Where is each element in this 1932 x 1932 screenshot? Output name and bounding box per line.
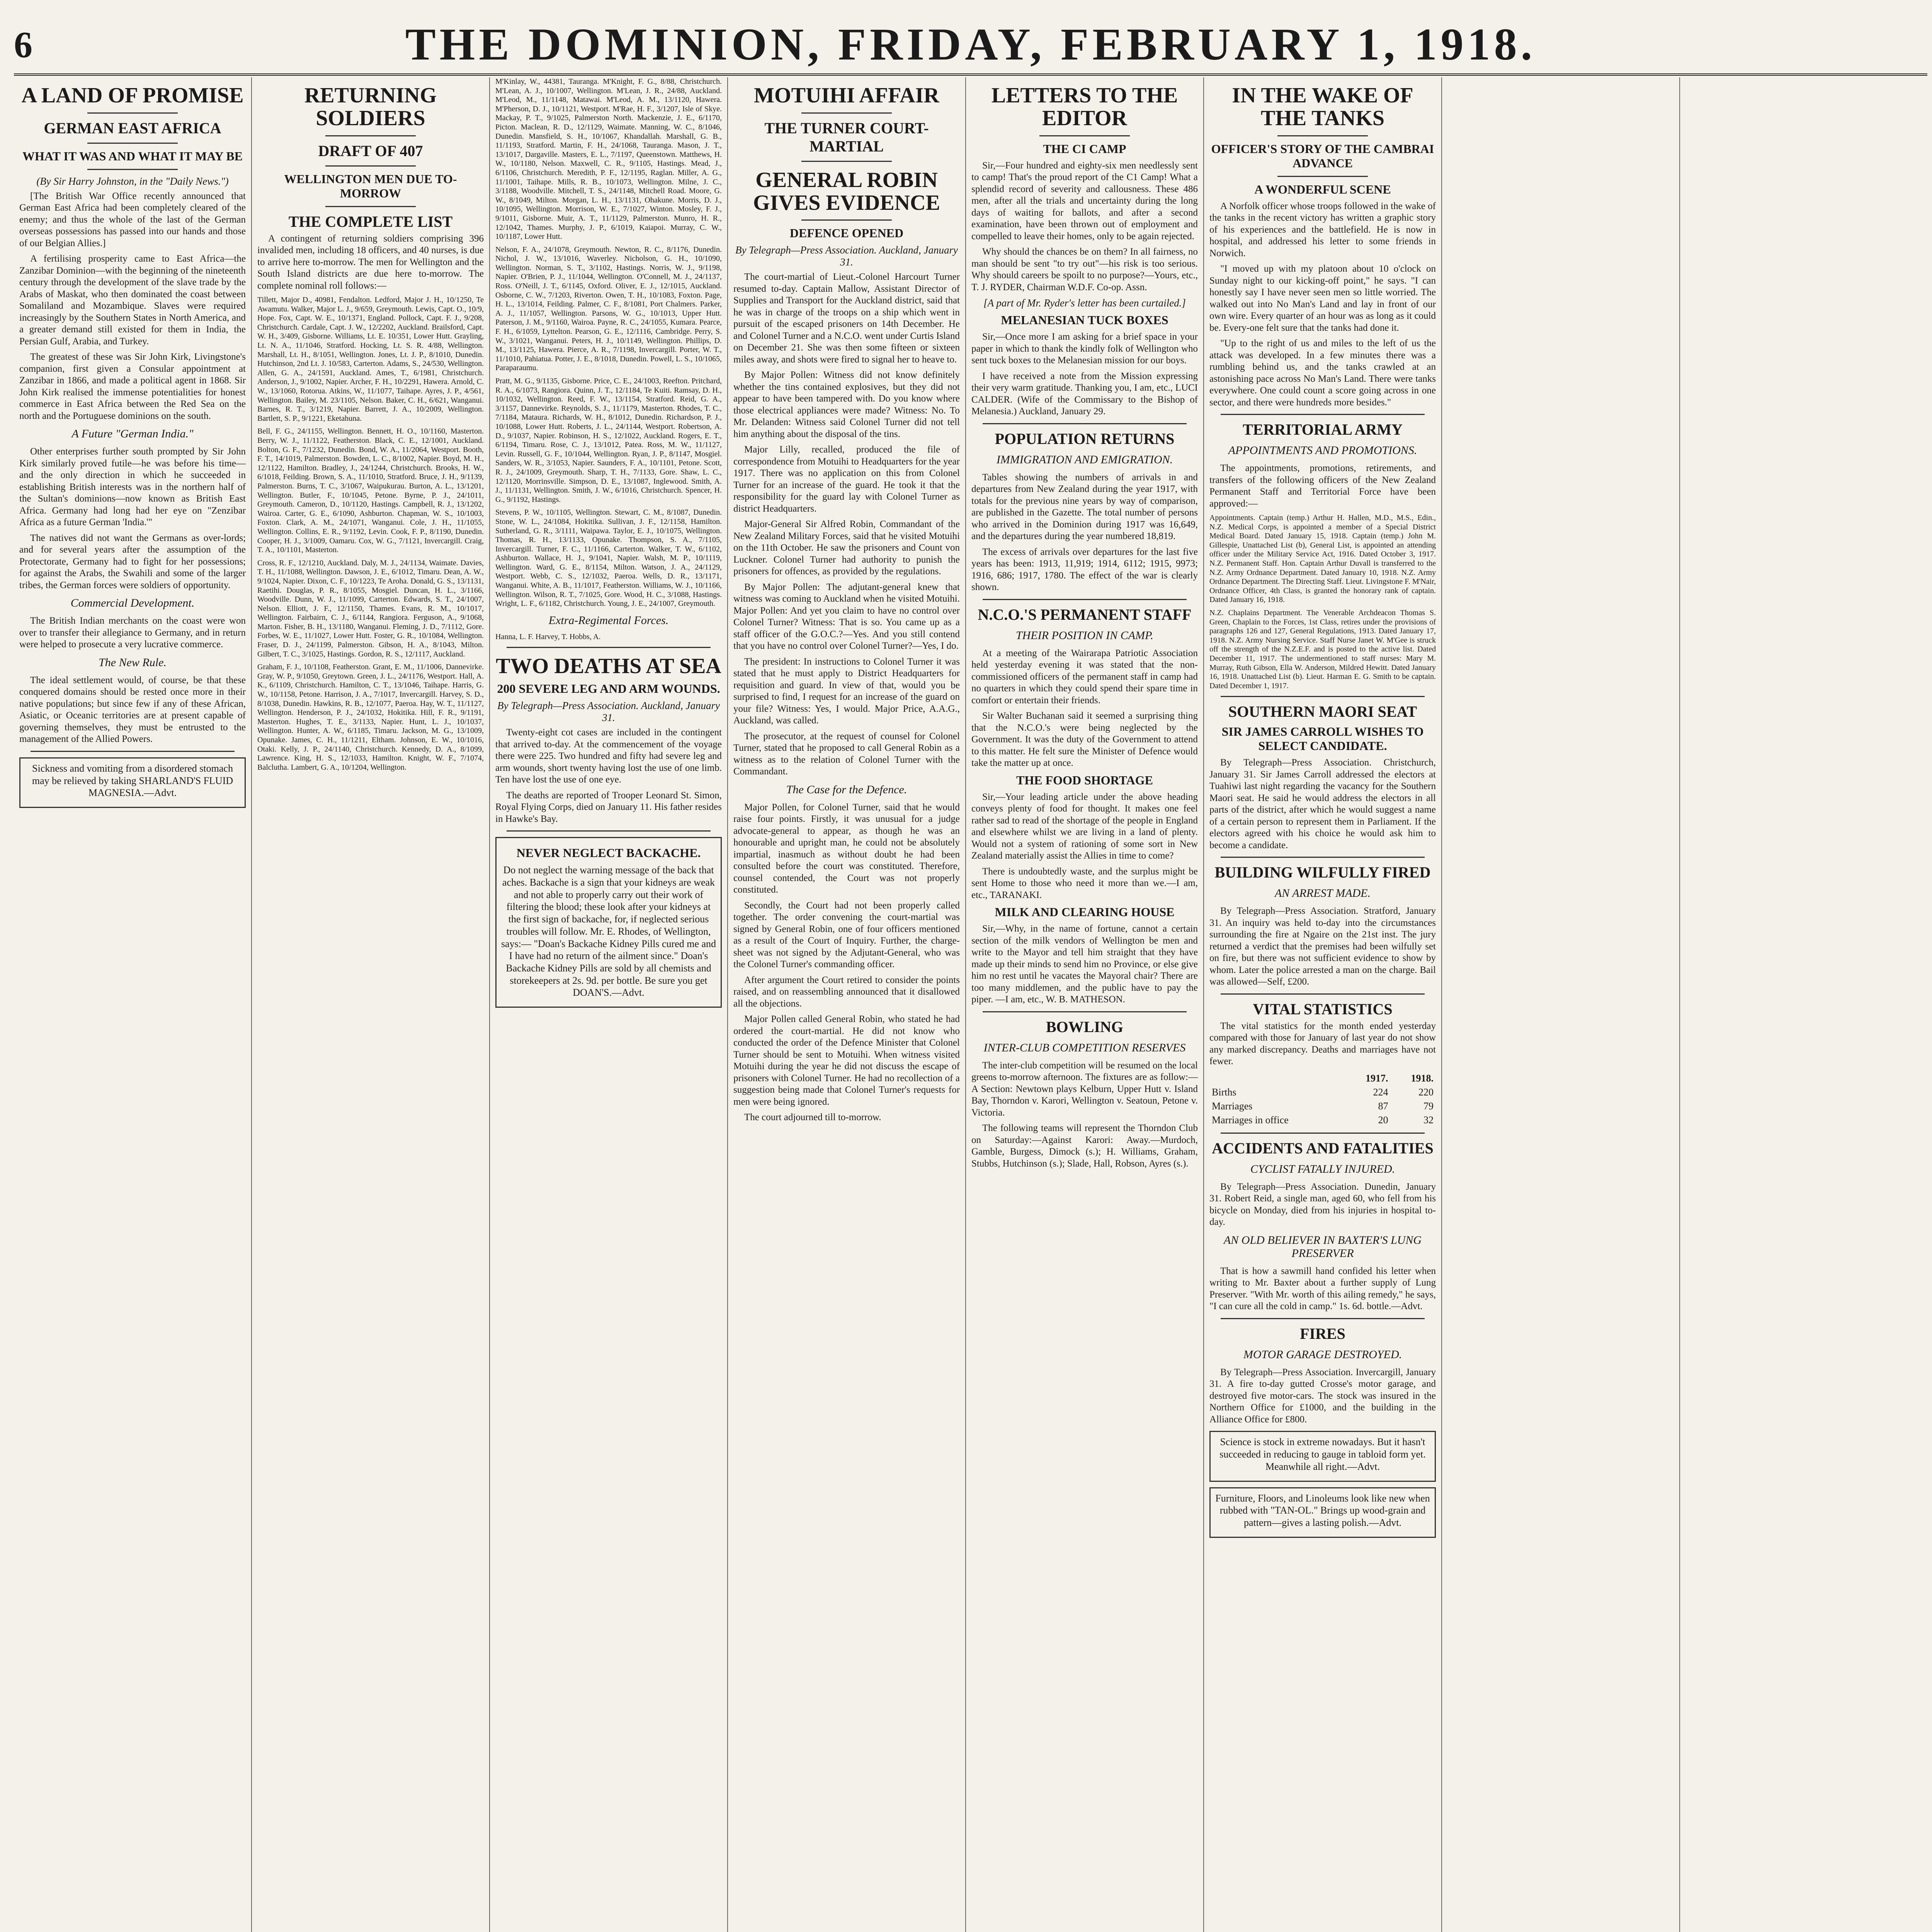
article-deck: OFFICER'S STORY OF THE CAMBRAI ADVANCE: [1211, 141, 1434, 170]
paragraph: The appointments, promotions, retirements, and transfers of the following officers of the New Zealand Permanent Staff and Territorial Force have been approved:—: [1209, 463, 1436, 509]
dateline: By Telegraph—Press Association. Auckland, January 31.: [735, 244, 958, 268]
advertisement: [19, 757, 246, 808]
subhead: The Case for the Defence.: [786, 783, 907, 796]
article-title: TERRITORIAL ARMY: [1243, 421, 1403, 439]
table-row: [1209, 1085, 1436, 1099]
letter-title: THE FOOD SHORTAGE: [1016, 773, 1153, 787]
article-title: TWO DEATHS AT SEA: [496, 654, 721, 679]
paragraph: Major Lilly, recalled, produced the file of correspondence from Motuihi to Headquarters for the year 1917. There was no application on this from Colonel Turner for an increase of the guard. He took it that the responsibility for the guard lay with Colonel Turner as district Headquarters.: [733, 444, 960, 514]
article-deck: 200 SEVERE LEG AND ARM WOUNDS.: [497, 682, 720, 696]
nominal-roll: Bell, F. G., 24/1155, Wellington. Bennett, H. O., 10/1160, Masterton. Berry, W. J., 11/1122, Featherston. Black, C. E., 12/1001, Auckland. Bolton, G. F., 7/1232, Dunedin. Bond, W. A., 11/2064, Westport. Booth, F. T., 14/1019, Palmerston. Bowden, L. C., 8/1002, Napier. Boyd, M. H., 12/1122, Hamilton. Bradley, J., 24/1244, Christchurch. Brooks, H. W., 6/1018, Feilding. Brown, S. A., 11/1010, Stratford. Bruce, J. H., 9/1139, Palmerston. Burns, T. C., 3/1067, Waipukurau. Burton, A. L., 13/1201, Wellington. Butler, F., 10/1045, Petone. Byrne, P. J., 24/1011, Greymouth. Cameron, D., 10/1120, Hastings. Campbell, R. J., 13/1202, Wairoa. Carter, G. E., 6/1090, Ashburton. Chapman, W. S., 10/1003, Foxton. Clark, A. M., 24/1071, Wanganui. Cole, J. H., 11/1055, Wellington. Collins, E. R., 9/1192, Levin. Cook, F. P., 8/1190, Dunedin. Cooper, H. J., 3/1009, Oamaru. Cox, W. G., 7/1121, Invercargill. Craig, T. A., 10/1101, Masterton.: [257, 427, 484, 554]
column-1: [14, 77, 252, 1932]
paragraph: By Telegraph—Press Association. Stratford, January 31. An inquiry was held to-day into the circumstances surrounding the fire at Ngaire on the 21st inst. The jury returned a verdict that the premises had been wilfully set on fire, but there was not sufficient evidence to show by whom. Later the police arrested a man on the charge. Bail was allowed—Self, £200.: [1209, 906, 1436, 987]
paragraph: Tables showing the numbers of arrivals in and departures from New Zealand during the year 1917, with totals for the previous nine years by way of comparison, are published in the Gazette. The total number of persons who arrived in the Dominion during 1917 was 16,649, and the departures during the year numbered 18,819.: [971, 472, 1198, 542]
paragraph: Major-General Sir Alfred Robin, Commandant of the New Zealand Military Forces, said that he visited Motuihi on the 11th October. He saw the prisoners and Count von Luckner. Colonel Turner had authority to punish the prisoners for offences, as provided by the regulations.: [733, 519, 960, 577]
table-cell: 79: [1423, 1100, 1434, 1112]
advertisement: [1209, 1487, 1436, 1538]
table-cell: 87: [1378, 1100, 1388, 1112]
paragraph: I have received a note from the Mission expressing their very warm gratitude. Thanking you, I am, etc., LUCI CALDER. (Wife of the Commissary to the Bishop of Melanesia.) Auckland, January 29.: [971, 371, 1198, 417]
nominal-roll: Tillett, Major D., 40981, Fendalton. Ledford, Major J. H., 10/1250, Te Awamutu. Walker, Major L. J., 9/659, Greymouth. Lewis, Capt. O., 10/9, Hope. Fox, Capt. W. E., 10/1371, England. Pollock, Capt. F. J., 9/208, Christchurch. Cardale, Capt. J. W., 12/2202, Auckland. Brailsford, Capt. W. H., 3/409, Gisborne. Williams, Lt. E. 10/351, Lower Hutt. Grayling, Lt. N. A., 11/1046, Stratford. Hocking, Lt. S. R. 4/88, Wellington. Marshall, Lt. H., 8/1051, Wellington. Jones, Lt. J. P., 8/1010, Dunedin. Hutchinson, 2nd Lt. J. 10/583, Carterton. Adams, S., 24/530, Wellington. Allen, G. A., 24/1591, Auckland. Ames, T., 6/1981, Christchurch. Anderson, J., 9/1002, Napier. Archer, F. H., 10/2291, Hawera. Arnold, C. W., 13/1060, Rotorua. Atkins, W., 11/1077, Taihape. Ayres, J. P., 4/561, Wellington. Bailey, M. 23/1105, Nelson. Baker, C. H., 6/621, Wanganui. Barnes, R. T., 3/1219, Napier. Barrett, J. A., 10/2009, Wellington. Bartlett, S. P., 9/1221, Eketahuna.: [257, 296, 484, 423]
paragraph: Why should the chances be on them? In all fairness, no man should be sent "to try out"—his risk is too serious. Why should careers be spoilt to no purpose?—Yours, etc., T. J. RYDER, Chairman W.D.F. Co-op. Assn.: [971, 247, 1198, 293]
paragraph: Sir,—Once more I am asking for a brief space in your paper in which to thank the kindly folk of Wellington who sent tuck boxes to the Melanesian mission for our boys.: [971, 332, 1198, 366]
paragraph: Sir,—Why, in the name of fortune, cannot a certain section of the milk vendors of Wellington be men and write to the Mayor and tell him straight that they have made up their minds to send him no Province, or else give him no rest until he vacates the Mayoral chair? There are too many middlemen, and the public have to pay the piper. —I am, etc., W. B. MATHESON.: [971, 923, 1198, 1005]
section-title: LETTERS TO THE EDITOR: [991, 83, 1178, 130]
subhead: Commercial Development.: [70, 597, 195, 610]
article-title: MOTUIHI AFFAIR: [754, 83, 939, 107]
article-title: A LAND OF PROMISE: [21, 83, 244, 107]
article-title: RETURNING SOLDIERS: [304, 83, 437, 130]
subhead: MOTOR GARAGE DESTROYED.: [1243, 1348, 1402, 1361]
article-deck: WHAT IT WAS AND WHAT IT MAY BE: [22, 149, 243, 163]
table-header: [1209, 1071, 1345, 1085]
table-cell: 20: [1378, 1114, 1388, 1126]
paragraph: By Telegraph—Press Association. Dunedin, January 31. Robert Reid, a single man, aged 60, who fell from his bicycle on Monday, died from his injuries in hospital to-day.: [1209, 1181, 1436, 1228]
paragraph: Other enterprises further south prompted by Sir John Kirk similarly proved futile—he was before his time—and the only direction in which he succeeded in establishing British interests was in the northern half of the Sultan's dominions—now known as British East Africa. Germany had long had her eye on "Zenzibar Africa as a future German 'India.'": [19, 446, 246, 528]
article-deck: THE TURNER COURT-MARTIAL: [764, 119, 929, 155]
article-subtitle: DRAFT OF 407: [318, 142, 423, 160]
article-subhead: DEFENCE OPENED: [789, 226, 904, 240]
article-deck: SIR JAMES CARROLL WISHES TO SELECT CANDIDATE.: [1221, 724, 1424, 753]
paragraph: The court adjourned till to-morrow.: [744, 1112, 881, 1123]
paragraph: The natives did not want the Germans as over-lords; and for several years after the assumption of the Protectorate, Germany had to fight for her possessions; for against the Arabs, the Swahili and some of the larger tribes, the German forces were soldiers of opportunity.: [19, 532, 246, 590]
column-2: [252, 77, 490, 1932]
paragraph: "I moved up with my platoon about 10 o'clock on Sunday night to our kicking-off point," he says. "I can honestly say I have never seen men so little worried. The walked out into No Man's Land and lay in front of our own wire. Every quarter of an hour was as long as it could be. Every-one felt sure that the tanks had done it.: [1209, 264, 1436, 333]
subhead: CYCLIST FATALLY INJURED.: [1250, 1162, 1395, 1175]
advertisement: [495, 837, 722, 1008]
paragraph: "Up to the right of us and miles to the left of us the attack was developed. In a few minutes there was a rumbling behind us, and the tanks crawled at an astonishing pace across No Man's Land. There were tanks everywhere. One could count a score going across in one sector, and there were hundreds more besides.": [1209, 338, 1436, 408]
column-5: [966, 77, 1204, 1932]
blank-area: [1447, 77, 1674, 124]
table-cell: Marriages: [1212, 1100, 1253, 1112]
paragraph: By Major Pollen: Witness did not know definitely whether the tins contained explosives, but they did not appear to have been tampered with. Do you know where those electrical appliances were made? Witness: No. To Mr. Delanden: Witness said Colonel Turner did not tell him anything about the disposal of the tins.: [733, 370, 960, 439]
article-headline: GENERAL ROBIN GIVES EVIDENCE: [753, 168, 940, 215]
paragraph: The vital statistics for the month ended yesterday compared with those for January of last year do not show any marked discrepancy. Deaths and marriages have not fewer.: [1209, 1020, 1436, 1067]
article-title: BUILDING WILFULLY FIRED: [1214, 864, 1431, 881]
paragraph: By Telegraph—Press Association. Invercargill, January 31. A fire to-day gutted Crosse's motor garage, and destroyed five motor-cars. The stock was insured in the Northern Office for £1000, and the building in the Alliance Office for £800.: [1209, 1367, 1436, 1425]
paragraph: Major Pollen, for Colonel Turner, said that he would raise four points. Firstly, it was unusual for a judge advocate-general to appear, as though he was an honourable and upright man, he could not be absolutely impartial, inasmuch as without doubt he had been consulted before the court was constituted. Therefore, counsel contended, the Court was not properly constituted.: [733, 802, 960, 895]
ad-text: Science is stock in extreme nowadays. But it hasn't succeeded in reducing to gauge in tabloid form yet. Meanwhile all right.—Advt.: [1219, 1436, 1426, 1472]
paragraph: After argument the Court retired to consider the points raised, and on reassembling announced that it disallowed all the objections.: [733, 975, 960, 1009]
paragraph: The president: In instructions to Colonel Turner it was stated that he must apply to District Headquarters for requisition and guard. In view of that, would you be surprised to find, I request for an increase of the guard on your file? Witness: Yes, I would. Major Price, A.A.G., Auckland, was called.: [733, 656, 960, 726]
paragraph: The following teams will represent the Thorndon Club on Saturday:—Against Karori: Away.—Murdoch, Gamble, Burgess, Dimock (s.); H. Williams, Graham, Stubbs, Hutchinson (s.); Slade, Hall, Robson, Ayres (s.).: [971, 1123, 1198, 1169]
article-deck: WELLINGTON MEN DUE TO-MORROW: [284, 172, 457, 200]
paragraph: The greatest of these was Sir John Kirk, Livingstone's companion, first given a Consular appointment at Zanzibar in 1866, and made a political agent in 1868. Sir John Kirk realised the immense potentialities for honest commerce in East Africa between the Red Sea on the north and the Portuguese dominions on the south.: [19, 352, 246, 421]
paragraph: The court-martial of Lieut.-Colonel Harcourt Turner resumed to-day. Captain Mallow, Assistant Director of Supplies and Transport for the Auckland district, said that he was in charge of the troops on a ship which went in pursuit of the escaped prisoners on 14th December. He and Colonel Turner and a N.C.O. went under Curtis Island on December 21. She was then some fifteen or sixteen miles away, and shots were fired to signal her to heave to.: [733, 272, 960, 365]
paragraph: By Telegraph—Press Association. Christchurch, January 31. Sir James Carroll addressed the electors at Tuahiwi last night regarding the vacancy for the Southern Maori seat. He said he would address the electors in all parts of the district, after which he would suggest a name of a certain person to represent them in Parliament. If the electors agreed with his choice he would ask him to become a candidate.: [1209, 757, 1436, 850]
paragraph: Sir Walter Buchanan said it seemed a surprising thing that the N.C.O.'s were being neglected by the Government. It was the duty of the Government to attend to this matter. He felt sure the Minister of Defence would take the matter up at once.: [971, 711, 1198, 769]
ad-title: NEVER NEGLECT BACKACHE.: [516, 846, 701, 860]
nominal-roll: Nelson, F. A., 24/1078, Greymouth. Newton, R. C., 8/1176, Dunedin. Nichol, J. W., 13/1016, Waverley. Nicholson, G. H., 10/1090, Wellington. Norman, S. T., 3/1102, Hastings. Norris, W. J., 9/1198, Napier. O'Brien, P. J., 11/1044, Wellington. O'Connell, M. J., 24/1137, Ross. O'Neill, J. T., 6/1145, Oxford. Oliver, E. J., 12/1015, Auckland. Osborne, C. W., 7/1203, Riverton. Owen, T. H., 10/1083, Foxton. Page, H. L., 13/1014, Feilding. Palmer, C. F., 8/1081, Port Chalmers. Parker, A. J., 11/1057, Wellington. Parsons, W. G., 10/1013, Upper Hutt. Paterson, J. M., 9/1160, Wairoa. Payne, R. C., 24/1055, Kumara. Pearce, F. H., 6/1059, Lyttelton. Pearson, G. E., 12/1116, Cambridge. Perry, S. W., 3/1021, Wanganui. Peters, H. J., 10/1149, Wellington. Phillips, D. M., 13/1125, Hawera. Pierce, A. R., 7/1198, Invercargill. Porter, W. T., 11/1010, Pahiatua. Potter, J. E., 8/1018, Dunedin. Powell, L. S., 10/1065, Paraparaumu.: [495, 245, 722, 372]
column-4: [728, 77, 966, 1932]
list-title: THE COMPLETE LIST: [288, 213, 453, 230]
paragraph: At a meeting of the Wairarapa Patriotic Association held yesterday evening it was stated that the non-commissioned officers of the permanent staff in camp had no quarters in which they could spend their spare time in comfort or entertain their friends.: [971, 648, 1198, 706]
paragraph: The British Indian merchants on the coast were won over to transfer their allegiance to Germany, and in return were helped to prosecute a very lucrative commerce.: [19, 616, 246, 650]
table-cell: 220: [1418, 1086, 1434, 1098]
paragraph: A contingent of returning soldiers comprising 396 invalided men, including 18 officers, and 40 nurses, is due to arrive here to-morrow. The men for Wellington and the South Island districts are due here to-morrow. The complete nominal roll follows:—: [257, 233, 484, 291]
masthead-title: THE DOMINION, FRIDAY, FEBRUARY 1, 1918.: [405, 19, 1536, 70]
subhead: IMMIGRATION AND EMIGRATION.: [996, 453, 1173, 466]
table-header: 1917.: [1366, 1072, 1388, 1084]
article-title: VITAL STATISTICS: [1253, 1000, 1393, 1018]
subhead: THEIR POSITION IN CAMP.: [1015, 629, 1154, 642]
nominal-roll: Stevens, P. W., 10/1105, Wellington. Stewart, C. M., 8/1087, Dunedin. Stone, W. L., 24/1084, Hokitika. Sullivan, J. F., 12/1158, Hamilton. Sutherland, G. R., 3/1111, Waipawa. Taylor, E. J., 10/1075, Wellington. Thomas, R. H., 13/1133, Opunake. Thompson, S. A., 7/1105, Invercargill. Turner, F. C., 11/1166, Carterton. Walker, T. W., 6/1102, Ashburton. Wallace, H. J., 9/1041, Napier. Walsh, M. P., 10/1119, Wellington. Ward, G. E., 8/1154, Milton. Watson, J. A., 24/1129, Westport. Webb, C. S., 12/1032, Paeroa. Wells, D. R., 13/1171, Wanganui. White, A. B., 11/1017, Featherston. Williams, W. J., 10/1166, Wellington. Wilson, R. T., 7/1025, Gore. Wood, H. C., 3/1088, Hastings. Wright, L. F., 6/1182, Christchurch. Young, J. E., 24/1007, Greymouth.: [495, 508, 722, 608]
paragraph: Sir,—Four hundred and eighty-six men needlessly sent to camp! That's the proud report of the C1 Camp! What a splendid record of severity and callousness. These 486 men, after all the trials and uncertainty during the long days of waiting for ballots, and after a second examination, have been thrown out of employment and compelled to leave their homes, only to be again rejected.: [971, 160, 1198, 242]
letter-title: MILK AND CLEARING HOUSE: [995, 905, 1175, 919]
table-header: 1918.: [1411, 1072, 1434, 1084]
paragraph: The prosecutor, at the request of counsel for Colonel Turner, stated that he proposed to call General Robin as a witness as to the relation of Colonel Turner with the Commandant.: [733, 731, 960, 777]
article-title: SOUTHERN MAORI SEAT: [1228, 703, 1417, 721]
appointments-list: Appointments. Captain (temp.) Arthur H. Hallen, M.D., M.S., Edin., N.Z. Medical Corps, is appointed a member of a Special District Medical Board. Dated January 15, 1918. Captain (temp.) John M. Gillespie, Unattached List (b), General List, is appointed an attending officer under the Military Service Act, 1916. Dated October 3, 1917. N.Z. Permanent Staff. Hon. Captain Arthur Duvall is transferred to the N.Z. Army Ordnance Department. Dated January 10, 1918. N.Z. Army Ordnance Department. The Directing Staff. Lieut. Livingstone F. M'Nair, Ordnance Officer, 4th Class, is granted the honorary rank of captain. Dated January 16, 1918.: [1209, 514, 1436, 604]
advertisement: [1209, 1431, 1436, 1481]
table-cell: Marriages in office: [1212, 1114, 1289, 1126]
paragraph: The ideal settlement would, of course, be that these conquered domains should be rested once more in their native populations; but since few if any of these African, Asiatic, or Oceanic territories are at present capable of governing themselves, they must be entrusted to the management of the Allied Powers.: [19, 675, 246, 745]
nominal-roll: Cross, R. F., 12/1210, Auckland. Daly, M. J., 24/1134, Waimate. Davies, T. H., 11/1088, Wellington. Dawson, J. E., 6/1012, Timaru. Dean, A. W., 9/1024, Napier. Dixon, C. F., 10/1223, Te Aroha. Donald, G. S., 13/1131, Raetihi. Douglas, P. R., 8/1055, Mosgiel. Duncan, H. L., 3/1166, Woodville. Dunn, W. J., 11/1099, Carterton. Edwards, S. T., 24/1007, Nelson. Elliott, J. F., 12/1150, Thames. Evans, R. M., 10/1017, Wellington. Fairbairn, C. J., 6/1144, Rangiora. Ferguson, A., 9/1068, Marton. Fisher, B. H., 13/1180, Wanganui. Fleming, J. D., 7/1112, Gore. Forbes, W. E., 11/1027, Lower Hutt. Foster, G. R., 10/1084, Wellington. Fraser, D. J., 24/1199, Palmerston. Gibson, H. A., 8/1043, Milton. Gilbert, T. C., 3/1025, Hastings. Gordon, R. S., 12/1117, Auckland.: [257, 558, 484, 658]
dateline: By Telegraph—Press Association. Auckland, January 31.: [497, 700, 720, 724]
paragraph: By Major Pollen: The adjutant-general knew that witness was coming to Auckland when he visited Motuihi. Major Pollen: And yet you claim to have no control over Colonel Turner? Witness: That is so. You came up as a staff officer of the G.O.C.?—Yes. And you still contend that you have no control over Colonel Turner?—Yes, I do.: [733, 582, 960, 651]
subhead: INTER-CLUB COMPETITION RESERVES: [983, 1041, 1186, 1054]
letter-title: MELANESIAN TUCK BOXES: [1001, 313, 1168, 327]
table-row: [1209, 1113, 1436, 1127]
nominal-roll: Pratt, M. G., 9/1135, Gisborne. Price, C. E., 24/1003, Reefton. Pritchard, R. A., 6/1073, Rangiora. Quinn, J. T., 12/1184, Te Kuiti. Ramsay, D. H., 10/1032, Wellington. Reed, F. W., 13/1154, Stratford. Reid, G. A., 3/1157, Dannevirke. Reynolds, S. J., 11/1179, Masterton. Rhodes, T. C., 7/1184, Mataura. Richards, W. H., 8/1012, Dunedin. Richardson, P. J., 10/1088, Lower Hutt. Roberts, J. L., 24/1144, Westport. Robertson, A. D., 9/1037, Napier. Robinson, H. S., 12/1022, Auckland. Rogers, E. T., 6/1194, Timaru. Rose, C. J., 13/1012, Patea. Ross, M. W., 11/1127, Levin. Russell, G. F., 10/1044, Wellington. Ryan, J. P., 8/1147, Mosgiel. Sanders, W. R., 3/1053, Napier. Saunders, F. A., 10/1101, Petone. Scott, R. J., 24/1009, Greymouth. Sharp, T. H., 7/1133, Gore. Shaw, L. C., 12/1120, Morrinsville. Simpson, D. E., 13/1087, Inglewood. Smith, A. J., 11/1131, Wellington. Smith, J. W., 6/1016, Christchurch. Spencer, H. G., 9/1192, Hastings.: [495, 377, 722, 504]
article-subhead: A WONDERFUL SCENE: [1254, 182, 1391, 196]
ad-text: Sickness and vomiting from a disordered stomach may be relieved by taking SHARLAND'S FLUID MAGNESIA.—Advt.: [32, 762, 233, 799]
letter-title: THE CI CAMP: [1043, 141, 1126, 156]
ad-text: Do not neglect the warning message of the back that aches. Backache is a sign that your kidneys are weak and not able to properly carry out their work of filtering the blood; these look after your kidneys at the first sign of backache, for, if neglected serious troubles will follow. Mr. E. Rhodes, of Wellington, says:— "Doan's Backache Kidney Pills cured me and I have had no return of the ailment since." Doan's Backache Kidney Pills are sold by all chemists and storekeepers at 2s. 9d. per bottle. Be sure you get DOAN'S.—Advt.: [501, 864, 716, 998]
appointments-list: N.Z. Chaplains Department. The Venerable Archdeacon Thomas S. Green, Chaplain to the Forces, 1st Class, retires under the provisions of paragraphs 126 and 127, General Regulations, 1913. Dated January 17, 1918. N.Z. Army Nursing Service. Staff Nurse Janet W. M'Gee is struck off the strength of the N.Z.E.F. and is posted to the active list. Dated December 11, 1917. The undermentioned to staff nurses: Mary M. Murray, Ruth Gibson, Ella W. Anderson, Mildred Hewitt. Dated January 16, 1918. Unattached List (b). Lieut. Harman E. G. Smith to be captain. Dated December 1, 1917.: [1209, 609, 1436, 690]
paragraph: A Norfolk officer whose troops followed in the wake of the tanks in the recent victory has written a graphic story of his experiences and the battlefield. He is now in hospital, and addressed his letter to some friends in Norwich.: [1209, 201, 1436, 259]
nominal-roll: Hanna, L. F. Harvey, T. Hobbs, A.: [495, 632, 601, 641]
vital-statistics-table: [1209, 1071, 1436, 1127]
subhead: The New Rule.: [99, 656, 167, 669]
paragraph: Twenty-eight cot cases are included in the contingent that arrived to-day. At the commencement of the voyage there were 225. Two hundred and fifty had severe leg and arm wounds, short twenty having lost the use of one limb. Ten have lost the use of one eye.: [495, 727, 722, 785]
table-cell: 32: [1423, 1114, 1434, 1126]
byline: (By Sir Harry Johnston, in the "Daily News."): [36, 175, 229, 187]
article-title: N.C.O.'S PERMANENT STAFF: [978, 605, 1192, 623]
table-cell: Births: [1212, 1086, 1236, 1098]
article-title: ACCIDENTS AND FATALITIES: [1212, 1139, 1434, 1157]
column-8: [1680, 77, 1918, 1932]
article-title: FIRES: [1300, 1325, 1345, 1342]
column-3: [490, 77, 728, 1932]
paragraph: There is undoubtedly waste, and the surplus might be sent Home to those who need it more than we.—I am, etc., TARANAKI.: [971, 866, 1198, 900]
paragraph: The excess of arrivals over departures for the last five years has been: 1913, 11,919; 1914, 6112; 1915, 9973; 1916, 686; 1917, 1780. The effect of the war is clearly shown.: [971, 546, 1198, 593]
page-number: 6: [14, 24, 32, 65]
paragraph: [The British War Office recently announced that German East Africa had been completely cleared of the enemy; and thus the whole of the last of the German overseas possessions has passed into our hands and those of our Belgian Allies.]: [19, 190, 246, 248]
article-title: BOWLING: [1046, 1018, 1124, 1036]
subhead: Extra-Regimental Forces.: [548, 614, 669, 627]
table-cell: 224: [1373, 1086, 1388, 1098]
columns-container: [14, 77, 1927, 1932]
subhead: APPOINTMENTS AND PROMOTIONS.: [1228, 444, 1417, 457]
article-subtitle: GERMAN EAST AFRICA: [44, 119, 221, 137]
paragraph: A fertilising prosperity came to East Africa—the Zanzibar Dominion—with the beginning of the nineteenth century through the development of the slave trade by the Arabs of Maskat, who then dominated the coast between Somaliland and Mozambique. Slaves were required increasingly by the Southern States in North America, and a greater demand still existed for them in India, the Persian Gulf, Arabia, and Turkey.: [19, 253, 246, 347]
article-title: POPULATION RETURNS: [995, 430, 1175, 447]
column-7: [1442, 77, 1680, 1932]
paragraph: Secondly, the Court had not been properly called together. The order convening the court-martial was signed by General Robin, one of four officers mentioned as a result of the Court of Inquiry. Further, the charge-sheet was not signed by the Adjutant-General, who was the Colonel Turner's commanding officer.: [733, 900, 960, 970]
article-title: IN THE WAKE OF THE TANKS: [1232, 83, 1413, 130]
nominal-roll: Graham, F. J., 10/1108, Featherston. Grant, E. M., 11/1006, Dannevirke. Gray, W. P., 9/1050, Greytown. Green, J. L., 24/1176, Westport. Hall, A. K., 6/1109, Christchurch. Hamilton, C. T., 13/1046, Taihape. Harris, G. W., 10/1158, Petone. Harrison, J. A., 7/1017, Invercargill. Harvey, S. D., 8/1038, Dunedin. Hawkins, R. B., 12/1077, Paeroa. Hay, W. T., 11/1127, Wellington. Henderson, P. J., 24/1032, Hokitika. Hill, F. R., 9/1191, Masterton. Hughes, T. E., 3/1133, Napier. Hunt, L. J., 10/1037, Wellington. Hunter, A. W., 6/1185, Timaru. Jackson, M. G., 13/1009, Opunake. James, C. H., 11/1211, Eltham. Johnson, E. W., 10/1016, Otaki. Kelly, J. P., 24/1140, Christchurch. Kennedy, D. A., 8/1099, Lawrence. King, H. S., 12/1033, Hamilton. Knight, W. F., 7/1074, Balclutha. Lambert, G. A., 10/1204, Wellington.: [257, 663, 484, 772]
masthead: [14, 15, 1927, 76]
column-6: [1204, 77, 1442, 1932]
table-header-row: [1209, 1071, 1436, 1085]
editor-note: [A part of Mr. Ryder's letter has been curtailed.]: [983, 297, 1186, 309]
paragraph: Major Pollen called General Robin, who stated he had ordered the court-martial. He did not know who conducted the order of the Defence Minister that Colonel Turner should be sent to Motuihi. When witness visited Motuihi during the year he did not discuss the escape of prisoners with Colonel Turner. He had no recollection of a suggestion being made that Colonel Turner's requests for men were being ignored.: [733, 1014, 960, 1107]
blank-area: [1685, 77, 1913, 124]
paragraph: The deaths are reported of Trooper Leonard St. Simon, Royal Flying Corps, died on January 11. His father resides in Hawke's Bay.: [495, 790, 722, 824]
paragraph: That is how a sawmill hand confided his letter when writing to Mr. Baxter about a further supply of Lung Preserver. "With Mr. worth of this ailing remedy," he says, "I can cure all the cold in camp." 1s. 6d. bottle.—Advt.: [1209, 1265, 1436, 1312]
table-row: [1209, 1099, 1436, 1113]
paragraph: Sir,—Your leading article under the above heading conveys plenty of food for thought. It makes one feel rather sad to read of the shortage of the people in England and elsewhere whilst we are living in a land of plenty. Would not a system of rationing of some sort in New Zealand materially assist the Allies in time to come?: [971, 791, 1198, 861]
newspaper-page: [14, 0, 1927, 1932]
nominal-roll: M'Kinlay, W., 44381, Tauranga. M'Knight, F. G., 8/88, Christchurch. M'Lean, A. J., 10/1007, Wellington. M'Lean, J. R., 24/88, Auckland. M'Leod, M., 11/1148, Matawai. M'Leod, A. M., 13/1120, Hawera. M'Pherson, D. J., 10/1121, Westport. M'Rae, H. F., 3/1207, Isle of Skye. Mackay, P. T., 9/1025, Palmerston North. Mackenzie, J. E., 6/1170, Picton. Maclean, R. D., 12/1129, Waimate. Manning, W. C., 8/1046, Dunedin. Mansfield, S. H., 10/1067, Khandallah. Marshall, G. B., 11/1193, Stratford. Martin, F. H., 24/1068, Tauranga. Mason, J. T., 13/1017, Dargaville. Masters, E. L., 7/1197, Queenstown. Matthews, H. W., 10/1180, Nelson. Maxwell, C. R., 9/1105, Hastings. Mead, J., 6/1106, Christchurch. Meredith, P. F., 12/1195, Raglan. Miller, A. G., 11/1001, Taihape. Mills, R. B., 10/1073, Wellington. Milne, J. C., 3/1188, Woodville. Mitchell, T. S., 24/1148, Mitchell Road. Moore, G. W., 8/1049, Milton. Morgan, L. H., 13/1131, Ohakune. Morris, D. J., 10/1095, Wellington. Morrison, W. E., 7/1027, Winton. Mosley, F. J., 9/1011, Gisborne. Muir, A. T., 11/1129, Palmerston. Munro, H. R., 12/1042, Thames. Murphy, J. P., 6/1019, Kaiapoi. Murray, C. W., 10/1187, Lower Hutt.: [495, 77, 722, 241]
subhead: AN OLD BELIEVER IN BAXTER'S LUNG PRESERVER: [1223, 1233, 1422, 1260]
subhead: A Future "German India.": [71, 427, 194, 440]
paragraph: The inter-club competition will be resumed on the local greens to-morrow afternoon. The fixtures are as follow:—A Section: Newtown plays Kelburn, Upper Hutt v. Island Bay, Thorndon v. Karori, Wellington v. Seatoun, Petone v. Victoria.: [971, 1060, 1198, 1118]
ad-text: Furniture, Floors, and Linoleums look like new when rubbed with "TAN-OL." Brings up wood-grain and pattern—gives a lasting polish.—Advt.: [1215, 1492, 1430, 1528]
subhead: AN ARREST MADE.: [1274, 887, 1371, 900]
